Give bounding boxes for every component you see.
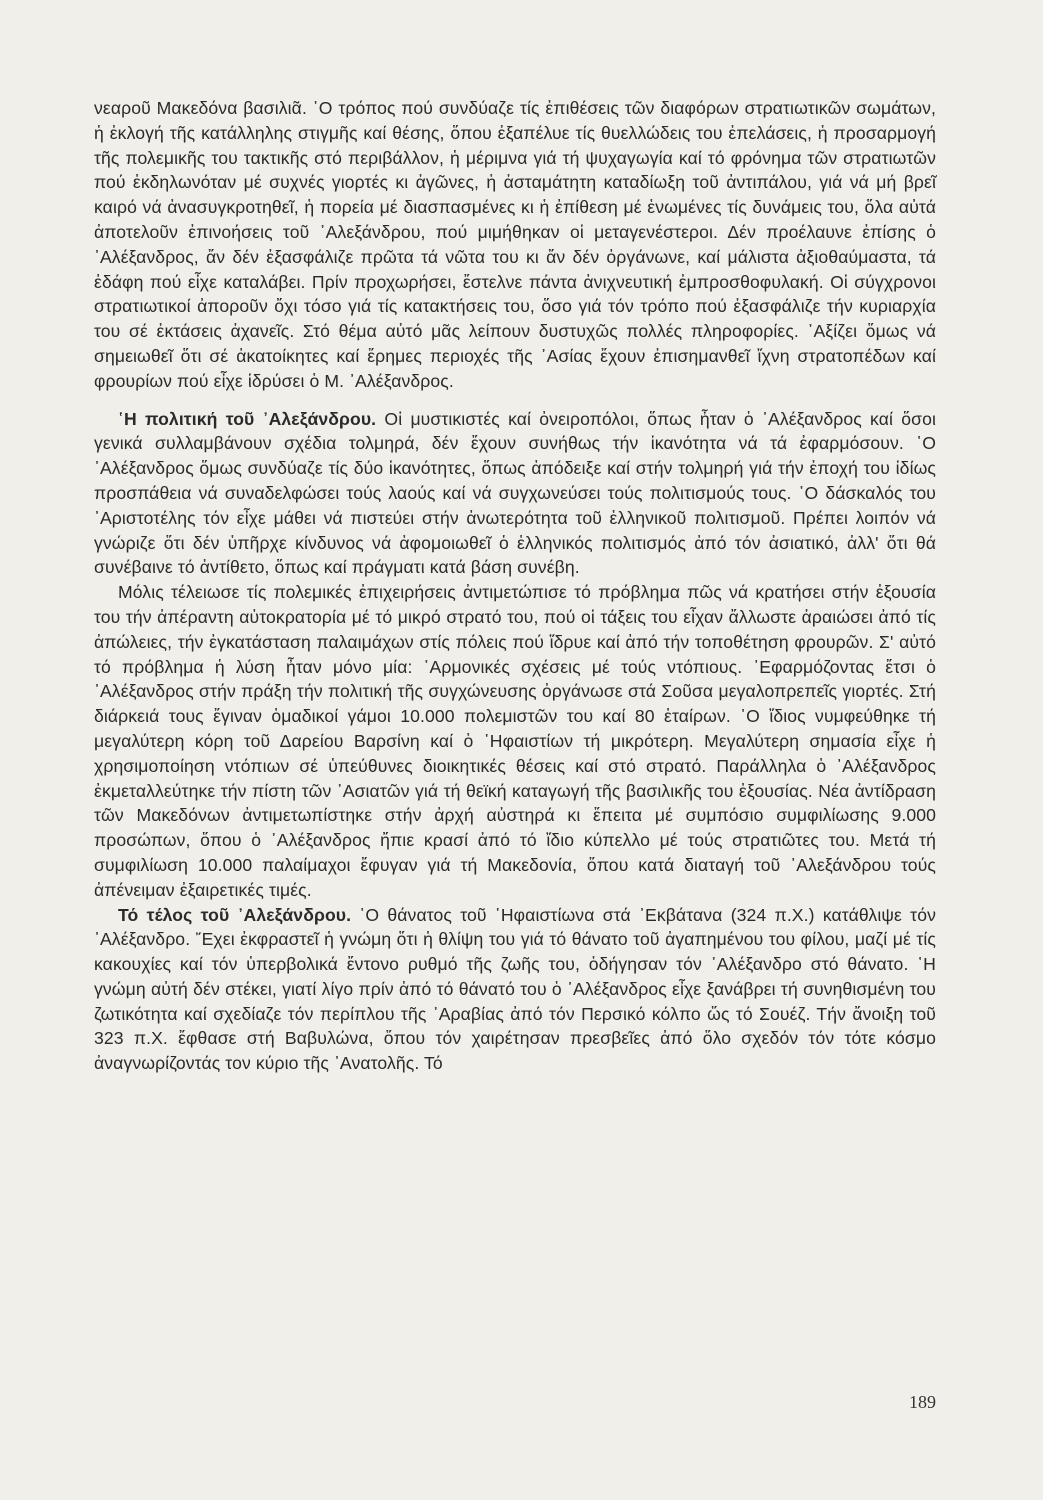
- paragraph-end: [94, 903, 936, 1077]
- section-heading-policy: ῾Η πολιτική τοῦ ᾿Αλεξάνδρου.: [118, 408, 377, 429]
- section-text-policy: Οἱ μυστικιστές καί ὀνειροπόλοι, ὅπως ἦταν ὁ ᾿Αλέξανδρος καί ὅσοι γενικά συλλαμβάνουν σχέδια τολμηρά, δέν ἔχουν συνήθως τήν ἱκανότητα νά τά ἐφαρμόσουν. ῾Ο ᾿Αλέξανδρος ὅμως συνδύαζε τίς δύο ἱκανότητες, ὅπως ἀπόδειξε καί στήν τολμηρή γιά τήν ἐποχή του ἰδίως προσπάθεια νά συναδελφώσει τούς λαούς καί νά συγχωνεύσει τούς πολιτισμούς τους. ῾Ο δάσκαλός του ᾿Αριστοτέλης τόν εἶχε μάθει νά πιστεύει στήν ἀνωτερότητα τοῦ ἑλληνικοῦ πολιτισμοῦ. Πρέπει λοιπόν νά γνώριζε ὅτι δέν ὑπῆρχε κίνδυνος νά ἀφομοιωθεῖ ὁ ἑλληνικός πολιτισμός ἀπό τόν ἀσιατικό, ἀλλ' ὅτι θά συνέβαινε τό ἀντίθετο, ὅπως καί πράγματι κατά βάση συνέβη.: [94, 408, 936, 578]
- body-text: [94, 96, 936, 1076]
- section-heading-end: Τό τέλος τοῦ ᾿Αλεξάνδρου.: [118, 904, 352, 925]
- page-number: 189: [909, 1392, 936, 1412]
- paragraph-fusion: Μόλις τέλειωσε τίς πολεμικές ἐπιχειρήσεις ἀντιμετώπισε τό πρόβλημα πῶς νά κρατήσει στήν ἐξουσία του τήν ἀπέραντη αὐτοκρατορία μέ τό μικρό στρατό του, πού οἱ τάξεις του εἶχαν ἄλλωστε ἀραιώσει ἀπό τίς ἀπώλειες, τήν ἐγκατάσταση παλαιμάχων στίς πόλεις πού ἵδρυε καί ἀπό τήν τοποθέτηση φρουρῶν. Σ' αὐτό τό πρόβλημα ἡ λύση ἦταν μόνο μία: ῾Αρμονικές σχέσεις μέ τούς ντόπιους. ᾿Εφαρμόζοντας ἔτσι ὁ ᾿Αλέξανδρος στήν πράξη τήν πολιτική τῆς συγχώνευσης ὀργάνωσε στά Σοῦσα μεγαλοπρεπεῖς γιορτές. Στή διάρκειά τους ἔγιναν ὁμαδικοί γάμοι 10.000 πολεμιστῶν του καί 80 ἑταίρων. ῾Ο ἴδιος νυμφεύθηκε τή μεγαλύτερη κόρη τοῦ Δαρείου Βαρσίνη καί ὁ ῾Ηφαιστίων τή μικρότερη. Μεγαλύτερη σημασία εἶχε ἡ χρησιμοποίηση ντόπιων σέ ὑπεύθυνες διοικητικές θέσεις καί στό στρατό. Παράλληλα ὁ ᾿Αλέξανδρος ἐκμεταλλεύτηκε τήν πίστη τῶν ᾿Ασιατῶν γιά τή θεϊκή καταγωγή τῆς βασιλικῆς του ἐξουσίας. Νέα ἀντίδραση τῶν Μακεδόνων ἀντιμετωπίστηκε στήν ἀρχή αὐστηρά κι ἔπειτα μέ συμπόσιο συμφιλίωσης 9.000 προσώπων, ὅπου ὁ ᾿Αλέξανδρος ἤπιε κρασί ἀπό τό ἴδιο κύπελλο μέ τούς στρατιῶτες του. Μετά τή συμφιλίωση 10.000 παλαίμαχοι ἔφυγαν γιά τή Μακεδονία, ὅπου κατά διαταγή τοῦ ᾿Αλεξάνδρου τούς ἀπένειμαν ἐξαιρετικές τιμές.: [94, 582, 936, 900]
- paragraph-policy: [94, 407, 936, 581]
- section-text-end: ῾Ο θάνατος τοῦ ῾Ηφαιστίωνα στά ᾿Εκβάτανα (324 π.Χ.) κατάθλιψε τόν ᾿Αλέξανδρο. ῎Εχει ἐκφραστεῖ ἡ γνώμη ὅτι ἡ θλίψη του γιά τό θάνατο τοῦ ἀγαπημένου του φίλου, μαζί μέ τίς κακουχίες καί τόν ὑπερβολικά ἔντονο ρυθμό τῆς ζωῆς του, ὁδήγησαν τόν ᾿Αλέξανδρο στό θάνατο. ῾Η γνώμη αὐτή δέν στέκει, γιατί λίγο πρίν ἀπό τό θάνατό του ὁ ᾿Αλέξανδρος εἶχε ξανάβρει τή συνηθισμένη του ζωτικότητα καί σχεδίαζε τόν περίπλου τῆς ᾿Αραβίας ἀπό τόν Περσικό κόλπο ὥς τό Σουέζ. Τήν ἄνοιξη τοῦ 323 π.Χ. ἔφθασε στή Βαβυλώνα, ὅπου τόν χαιρέτησαν πρεσβεῖες ἀπό ὅλο σχεδόν τόν τότε κόσμο ἀναγνωρίζοντάς τον κύριο τῆς ᾿Ανατολῆς. Τό: [94, 904, 936, 1074]
- paragraph-military-tactics: νεαροῦ Μακεδόνα βασιλιᾶ. ῾Ο τρόπος πού συνδύαζε τίς ἐπιθέσεις τῶν διαφόρων στρατιωτικῶν σωμάτων, ἡ ἐκλογή τῆς κατάλληλης στιγμῆς καί θέσης, ὅπου ἐξαπέλυε τίς θυελλώδεις του ἐπελάσεις, ἡ προσαρμογή τῆς πολεμικῆς του τακτικῆς στό περιβάλλον, ἡ μέριμνα γιά τή ψυχαγωγία καί τό φρόνημα τῶν στρατιωτῶν πού ἐκδηλωνόταν μέ συχνές γιορτές κι ἀγῶνες, ἡ ἀσταμάτητη καταδίωξη τοῦ ἀντιπάλου, γιά νά μή βρεῖ καιρό νά ἀνασυγκροτηθεῖ, ἡ πορεία μέ διασπασμένες κι ἡ ἐπίθεση μέ ἑνωμένες τίς δυνάμεις του, ὅλα αὐτά ἀποτελοῦν ἐπινοήσεις τοῦ ᾿Αλεξάνδρου, πού μιμήθηκαν οἱ μεταγενέστεροι. Δέν προέλαυνε ἐπίσης ὁ ᾿Αλέξανδρος, ἄν δέν ἐξασφάλιζε πρῶτα τά νῶτα του κι ἄν δέν ὀργάνωνε, καί μάλιστα ἀξιοθαύμαστα, τά ἐδάφη πού εἶχε καταλάβει. Πρίν προχωρήσει, ἔστελνε πάντα ἀνιχνευτική ἐμπροσθοφυλακή. Οἱ σύγχρονοι στρατιωτικοί ἀποροῦν ὄχι τόσο γιά τίς κατακτήσεις του, ὅσο γιά τόν τρόπο πού ἐξασφάλιζε τήν κυριαρχία του σέ ἐκτάσεις ἀχανεῖς. Στό θέμα αὐτό μᾶς λείπουν δυστυχῶς πολλές πληροφορίες. ᾿Αξίζει ὅμως νά σημειωθεῖ ὅτι σέ ἀκατοίκητες καί ἔρημες περιοχές τῆς ᾿Ασίας ἔχουν ἐπισημανθεῖ ἴχνη στρατοπέδων καί φρουρίων πού εἶχε ἱδρύσει ὁ Μ. ᾿Αλέξανδρος.: [94, 98, 936, 391]
